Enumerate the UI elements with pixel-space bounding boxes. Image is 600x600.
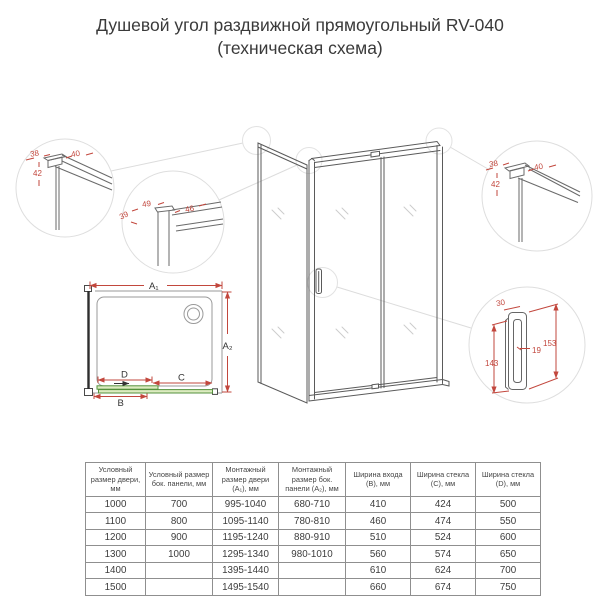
- table-cell: 800: [146, 513, 213, 530]
- table-cell: 650: [476, 546, 541, 563]
- table-cell: 900: [146, 529, 213, 546]
- table-cell: 980-1010: [279, 546, 346, 563]
- table-row: [86, 496, 541, 513]
- table-cell: 780-810: [279, 513, 346, 530]
- table-cell: [279, 579, 346, 596]
- table-cell: 1400: [86, 562, 146, 579]
- table-header-cell: Ширина стекла (C), мм: [411, 463, 476, 497]
- table-header-cell: Ширина стекла (D), мм: [476, 463, 541, 497]
- detail-circle-top-right: [482, 141, 592, 251]
- table-cell: 1295-1340: [213, 546, 279, 563]
- table-cell: 1000: [146, 546, 213, 563]
- table-row: [86, 562, 541, 579]
- table-cell: 1200: [86, 529, 146, 546]
- table-cell: 750: [476, 579, 541, 596]
- door-handle: [316, 269, 322, 294]
- table-cell: 610: [346, 562, 411, 579]
- dim-38-top-left: 38: [29, 148, 40, 159]
- spec-table: [85, 462, 541, 596]
- table-cell: 524: [411, 529, 476, 546]
- table-cell: 424: [411, 496, 476, 513]
- door-frame: [309, 142, 449, 402]
- table-cell: 880-910: [279, 529, 346, 546]
- table-header-cell: Ширина входа (B), мм: [346, 463, 411, 497]
- table-cell: 460: [346, 513, 411, 530]
- table-cell: 1000: [86, 496, 146, 513]
- table-cell: 510: [346, 529, 411, 546]
- plan-label-c: C: [178, 372, 185, 384]
- table-cell: [146, 562, 213, 579]
- table-cell: 1100: [86, 513, 146, 530]
- plan-view: [85, 281, 233, 409]
- title-line-2: (техническая схема): [217, 38, 383, 59]
- table-row: [86, 529, 541, 546]
- dim-46: 46: [184, 203, 195, 215]
- glass-shine-marks: [272, 205, 416, 338]
- table-cell: 995-1040: [213, 496, 279, 513]
- dim-38-top-right: 38: [488, 158, 499, 169]
- table-cell: 410: [346, 496, 411, 513]
- leader-lines: [111, 143, 488, 328]
- plan-glass-panels: [97, 386, 213, 393]
- table-cell: 500: [476, 496, 541, 513]
- dim-30: 30: [495, 297, 506, 309]
- spec-table-header-row: [86, 463, 541, 497]
- table-cell: 674: [411, 579, 476, 596]
- table-cell: 560: [346, 546, 411, 563]
- dim-143: 143: [485, 359, 499, 368]
- table-cell: 1095-1140: [213, 513, 279, 530]
- table-cell: [279, 562, 346, 579]
- plan-label-a1: A₁: [149, 281, 159, 292]
- title-line-1: Душевой угол раздвижной прямоугольный RV-040: [96, 15, 504, 35]
- main-3d-view: [243, 127, 453, 404]
- side-panel: [258, 143, 307, 403]
- detail-circle-wall-profile: [118, 171, 224, 273]
- table-header-cell: Условный размер бок. панели, мм: [146, 463, 213, 497]
- table-row: [86, 513, 541, 530]
- detail-circle-handle: [469, 287, 585, 403]
- table-header-cell: Монтажный размер двери (A₁), мм: [213, 463, 279, 497]
- table-cell: 550: [476, 513, 541, 530]
- table-cell: 1300: [86, 546, 146, 563]
- dim-39: 39: [117, 209, 130, 222]
- table-cell: 1495-1540: [213, 579, 279, 596]
- table-cell: 700: [146, 496, 213, 513]
- table-row: [86, 579, 541, 596]
- table-cell: 1500: [86, 579, 146, 596]
- table-cell: 680-710: [279, 496, 346, 513]
- table-cell: 474: [411, 513, 476, 530]
- plan-label-b: B: [117, 398, 124, 409]
- table-cell: 1395-1440: [213, 562, 279, 579]
- table-header-cell: Условный размер двери, мм: [86, 463, 146, 497]
- dim-40-top-left: 40: [70, 148, 81, 160]
- table-cell: 574: [411, 546, 476, 563]
- table-cell: 624: [411, 562, 476, 579]
- table-row: [86, 546, 541, 563]
- dim-153: 153: [543, 339, 557, 348]
- table-cell: 600: [476, 529, 541, 546]
- dim-40-top-right: 40: [533, 161, 544, 173]
- dim-42-top-left: 42: [33, 169, 42, 178]
- table-cell: 1195-1240: [213, 529, 279, 546]
- plan-label-d: D: [121, 369, 128, 381]
- spec-table-body: [86, 496, 541, 595]
- table-cell: [146, 579, 213, 596]
- table-cell: 700: [476, 562, 541, 579]
- dim-49: 49: [141, 198, 152, 210]
- table-header-cell: Монтажный размер бок. панели (A₂), мм: [279, 463, 346, 497]
- dim-19: 19: [532, 346, 541, 355]
- table-cell: 660: [346, 579, 411, 596]
- dim-42-top-right: 42: [491, 180, 500, 189]
- plan-label-a2: A₂: [222, 341, 233, 352]
- detail-circle-top-left: [16, 139, 114, 237]
